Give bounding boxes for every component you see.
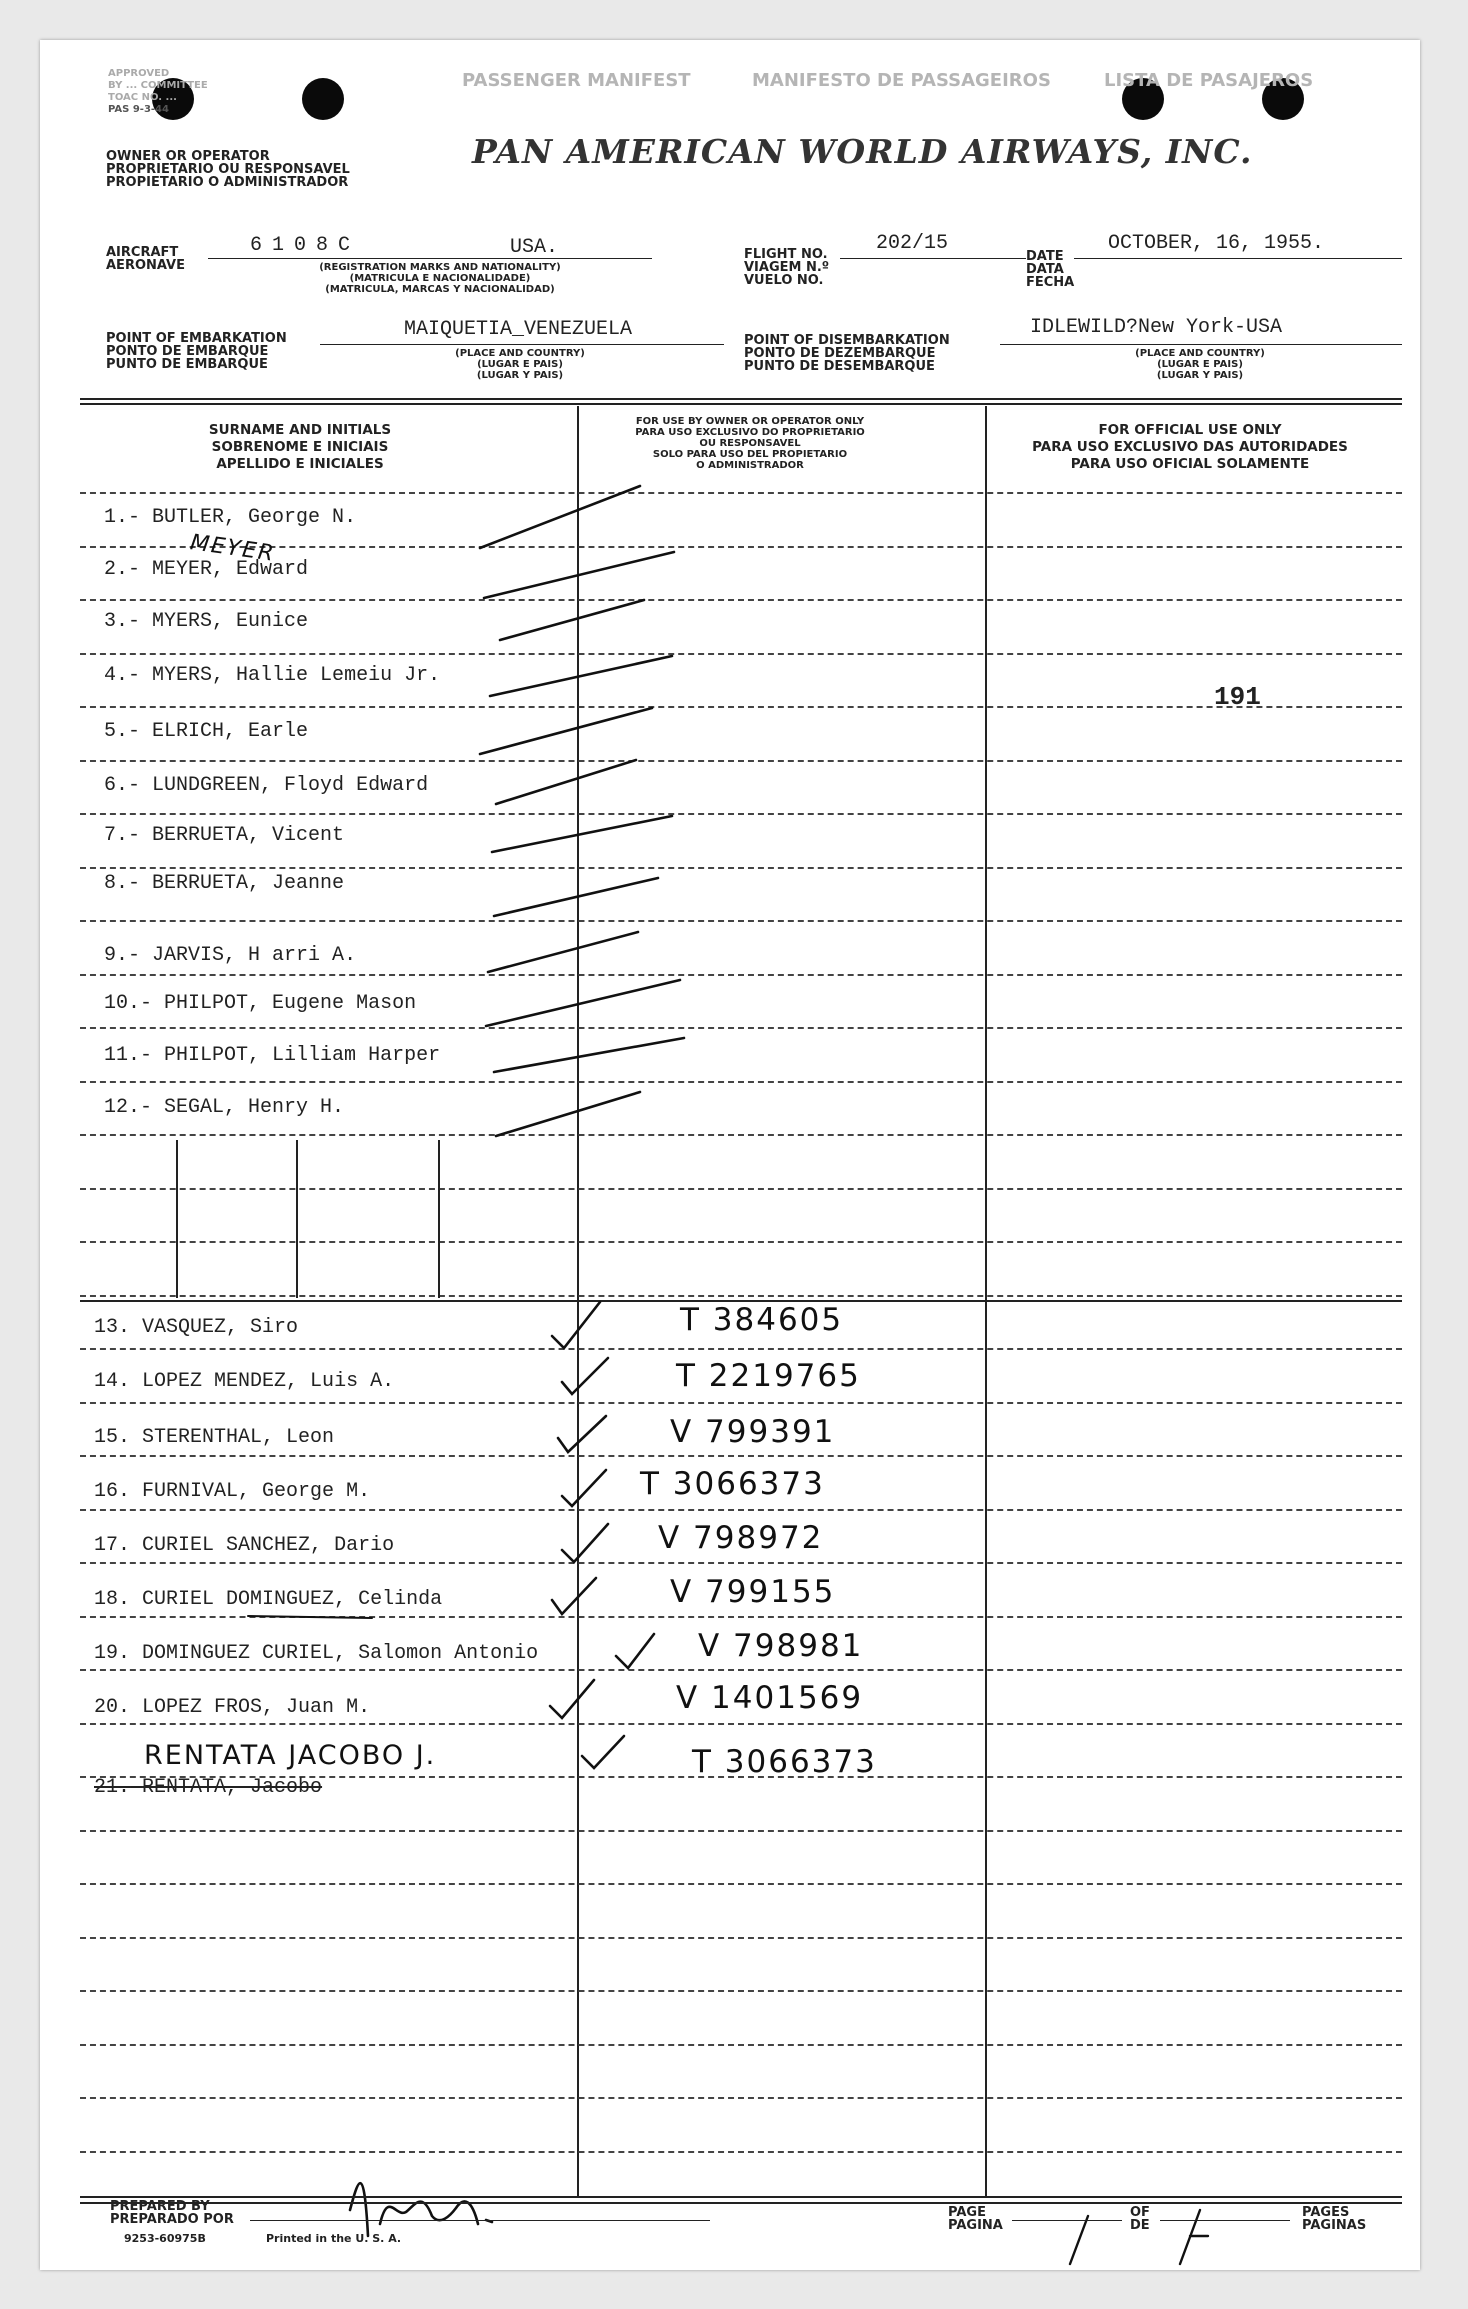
- check-mark-icon: [558, 1416, 606, 1452]
- disembarkation-value: IDLEWILD?New York-USA: [1030, 316, 1283, 339]
- list-item: 4.- MYERS, Hallie Lemeiu Jr.: [104, 664, 441, 687]
- document-number: V 798972: [658, 1520, 824, 1556]
- check-mark-icon: [494, 878, 658, 916]
- flight-label: FLIGHT NO. VIAGEM N.º VUELO NO.: [744, 247, 830, 288]
- check-mark-icon: [550, 1680, 594, 1718]
- document-number: T 384605: [680, 1302, 844, 1338]
- document-number: V 798981: [698, 1628, 864, 1664]
- check-mark-icon: [500, 600, 644, 640]
- check-mark-icon: [484, 552, 674, 598]
- check-mark-icon: [562, 1470, 606, 1506]
- document-number: T 2219765: [676, 1358, 861, 1394]
- list-item: 17. CURIEL SANCHEZ, Dario: [94, 1534, 395, 1557]
- handwritten-correction: RENTATA JACOBO J.: [144, 1740, 437, 1771]
- check-mark-icon: [492, 816, 672, 852]
- page-number: [1056, 2182, 1057, 2183]
- aircraft-value: 6108C: [250, 234, 361, 257]
- check-mark-icon: [582, 1736, 624, 1768]
- check-mark-icon: [480, 708, 652, 754]
- handwritten-marks: [40, 40, 1420, 2270]
- document-number: V 1401569: [676, 1680, 864, 1716]
- check-mark-icon: [486, 980, 680, 1026]
- form-number: 9253-60975B: [124, 2232, 206, 2245]
- signature: [350, 2183, 492, 2236]
- registration-caption: (REGISTRATION MARKS AND NATIONALITY) (MATRICULA E NACIONALIDADE) (MATRICULA, MARCAS Y NACIONALIDAD): [319, 262, 561, 295]
- list-item: 15. STERENTHAL, Leon: [94, 1426, 335, 1449]
- embarkation-label: POINT OF EMBARKATION PONTO DE EMBARQUE PUNTO DE EMBARQUE: [106, 331, 287, 372]
- disembarkation-label: POINT OF DISEMBARKATION PONTO DE DEZEMBARQUE PUNTO DE DESEMBARQUE: [744, 333, 950, 374]
- form-reference: APPROVED BY ... COMMITTEE TOAC NO. ... PAS 9-3-44: [108, 68, 208, 115]
- check-mark-icon: [552, 1302, 600, 1348]
- page-label: PAGE PAGINA: [948, 2205, 1003, 2233]
- date-label: DATE DATA FECHA: [1026, 249, 1075, 290]
- aircraft-nationality: USA.: [510, 236, 559, 259]
- check-mark-icon: [552, 1578, 596, 1614]
- list-item: 18. CURIEL DOMINGUEZ, Celinda: [94, 1588, 443, 1611]
- list-item: 21. RENTATA, Jacobo: [94, 1776, 323, 1799]
- check-mark-icon: [616, 1634, 654, 1668]
- check-mark-icon: [490, 656, 672, 696]
- embarkation-value: MAIQUETIA_VENEZUELA: [404, 318, 633, 341]
- list-item: 6.- LUNDGREEN, Floyd Edward: [104, 774, 429, 797]
- list-item: 16. FURNIVAL, George M.: [94, 1480, 371, 1503]
- list-item: 12.- SEGAL, Henry H.: [104, 1096, 345, 1119]
- printed-notice: Printed in the U. S. A.: [266, 2232, 402, 2245]
- check-mark-icon: [496, 1092, 640, 1136]
- check-mark-icon: [488, 932, 638, 972]
- list-item: 8.- BERRUETA, Jeanne: [104, 872, 345, 895]
- check-mark-icon: [480, 486, 640, 548]
- manifest-sheet: [40, 40, 1420, 2270]
- list-item: 2.- MEYER, Edward: [104, 558, 309, 581]
- document-number: V 799155: [670, 1574, 836, 1610]
- column-header-owner-use: FOR USE BY OWNER OR OPERATOR ONLY PARA USO EXCLUSIVO DO PROPRIETARIO OU RESPONSAVEL SOLO PARA USO DEL PROPIETARIO O ADMINISTRADOR: [635, 416, 865, 471]
- check-mark-icon: [494, 1038, 684, 1072]
- list-item: 7.- BERRUETA, Vicent: [104, 824, 345, 847]
- list-item: 14. LOPEZ MENDEZ, Luis A.: [94, 1370, 395, 1393]
- pages-label: PAGES PAGINAS: [1302, 2205, 1367, 2233]
- check-mark-icon: [562, 1524, 608, 1562]
- list-item: 9.- JARVIS, H arri A.: [104, 944, 357, 967]
- aircraft-label: AIRCRAFT AERONAVE: [106, 245, 186, 273]
- embarkation-caption: (PLACE AND COUNTRY) (LUGAR E PAIS) (LUGAR Y PAIS): [455, 348, 585, 381]
- list-item: 13. VASQUEZ, Siro: [94, 1316, 299, 1339]
- airline-name: PAN AMERICAN WORLD AIRWAYS, INC.: [472, 132, 1253, 171]
- document-number: V 799391: [670, 1414, 836, 1450]
- list-item: 20. LOPEZ FROS, Juan M.: [94, 1696, 371, 1719]
- official-mark: 191: [1214, 682, 1261, 712]
- date-value: OCTOBER, 16, 1955.: [1108, 232, 1325, 255]
- prepared-by-label: PREPARED BY PREPARADO POR: [110, 2199, 234, 2227]
- owner-label: OWNER OR OPERATOR PROPRIETARIO OU RESPONSAVEL PROPIETARIO O ADMINISTRADOR: [106, 149, 350, 190]
- title-english: PASSENGER MANIFEST: [462, 70, 691, 91]
- list-item: 11.- PHILPOT, Lilliam Harper: [104, 1044, 441, 1067]
- column-header-names: SURNAME AND INITIALS SOBRENOME E INICIAIS APELLIDO E INICIALES: [208, 422, 392, 472]
- list-item: 3.- MYERS, Eunice: [104, 610, 309, 633]
- check-mark-icon: [562, 1358, 608, 1394]
- page-total: [1190, 2182, 1191, 2183]
- document-number: T 3066373: [692, 1744, 877, 1780]
- column-header-official-use: FOR OFFICIAL USE ONLY PARA USO EXCLUSIVO DAS AUTORIDADES PARA USO OFICIAL SOLAMENTE: [1032, 422, 1348, 472]
- of-label: OF DE: [1130, 2205, 1150, 2233]
- disembarkation-caption: (PLACE AND COUNTRY) (LUGAR E PAIS) (LUGAR Y PAIS): [1135, 348, 1265, 381]
- list-item: 10.- PHILPOT, Eugene Mason: [104, 992, 417, 1015]
- check-mark-icon: [496, 760, 636, 804]
- document-number: T 3066373: [640, 1466, 825, 1502]
- title-spanish: LISTA DE PASAJEROS: [1104, 70, 1314, 91]
- list-item: 19. DOMINGUEZ CURIEL, Salomon Antonio: [94, 1642, 539, 1665]
- title-portuguese: MANIFESTO DE PASSAGEIROS: [752, 70, 1051, 91]
- flight-number: 202/15: [876, 232, 949, 255]
- list-item: 1.- BUTLER, George N.: [104, 506, 357, 529]
- list-item: 5.- ELRICH, Earle: [104, 720, 309, 743]
- handwritten-correction: MEYER: [188, 530, 277, 567]
